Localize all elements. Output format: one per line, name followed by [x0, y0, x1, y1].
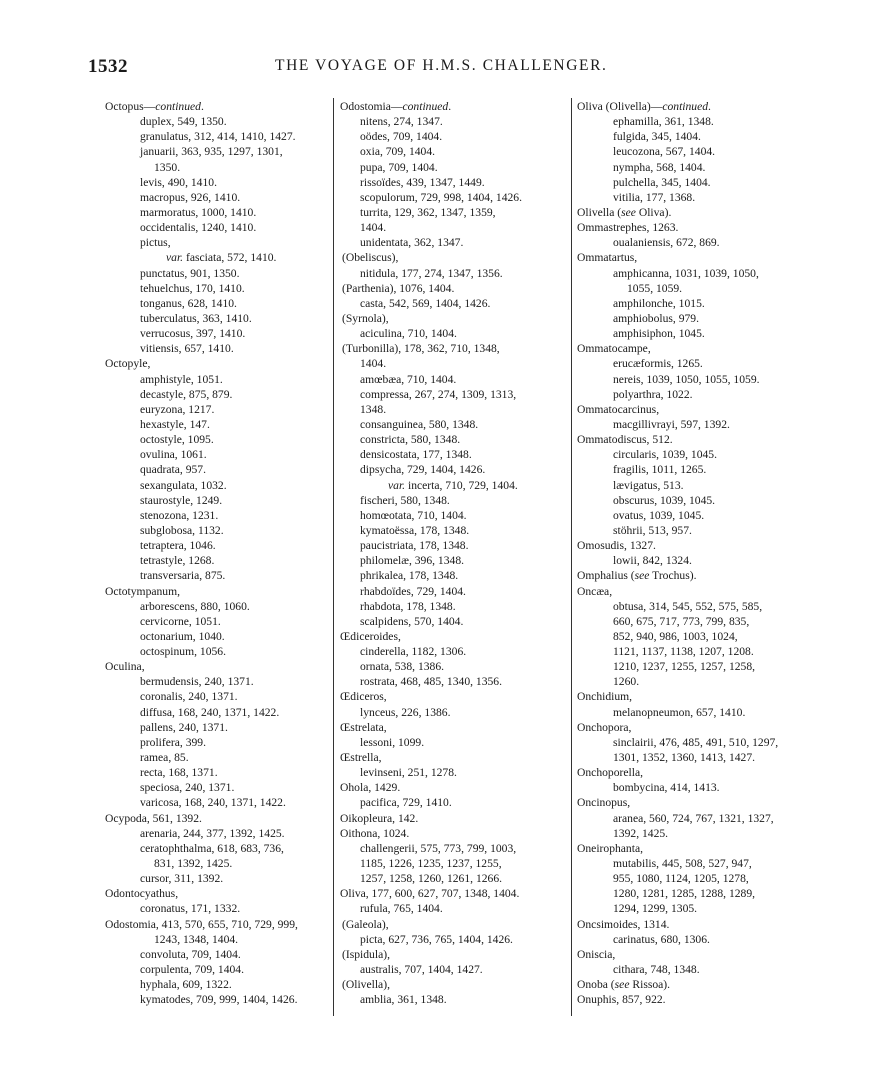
index-subentry: 831, 1392, 1425.	[154, 857, 233, 871]
index-heading-entry: Odostomia—continued.	[340, 100, 452, 113]
index-heading-entry: Onchopora,	[577, 720, 632, 734]
index-subentry: rissoïdes, 439, 1347, 1449.	[360, 175, 485, 189]
index-subentry: turrita, 129, 362, 1347, 1359,	[360, 205, 496, 219]
column-divider	[333, 98, 334, 1016]
index-heading-entry: Oithona, 1024.	[340, 826, 410, 840]
index-subentry: scopulorum, 729, 998, 1404, 1426.	[360, 190, 522, 204]
index-subentry: pulchella, 345, 1404.	[613, 175, 711, 189]
index-heading-entry: Omosudis, 1327.	[577, 539, 656, 553]
index-subentry: amphiobolus, 979.	[613, 311, 699, 325]
index-heading-entry: Octotympanum,	[105, 584, 181, 598]
index-subentry: mutabilis, 445, 508, 527, 947,	[613, 857, 752, 871]
index-heading-entry: Onuphis, 857, 922.	[577, 993, 666, 1007]
index-subentry: fragilis, 1011, 1265.	[613, 463, 707, 477]
index-subentry: australis, 707, 1404, 1427.	[360, 963, 483, 977]
index-subentry: coronalis, 240, 1371.	[140, 690, 238, 704]
index-subentry: ceratophthalma, 618, 683, 736,	[140, 841, 284, 855]
index-heading-entry: Oliva (Olivella)—continued.	[577, 100, 711, 113]
index-subentry: octonarium, 1040.	[140, 629, 225, 643]
index-subentry: consanguinea, 580, 1348.	[360, 417, 479, 431]
index-subentry: casta, 542, 569, 1404, 1426.	[360, 296, 491, 310]
index-subentry: leucozona, 567, 1404.	[613, 145, 716, 159]
index-subentry: euryzona, 1217.	[140, 402, 215, 416]
index-subentry: varicosa, 168, 240, 1371, 1422.	[140, 796, 286, 810]
index-subentry: corpulenta, 709, 1404.	[140, 963, 244, 977]
index-subentry: (Ispidula),	[342, 947, 390, 961]
index-subentry: constricta, 580, 1348.	[360, 433, 461, 447]
index-subentry: pictus,	[140, 236, 171, 250]
index-subentry: ovulina, 1061.	[140, 448, 207, 462]
index-subentry: kymatoëssa, 178, 1348.	[360, 523, 470, 537]
index-heading-entry: Omphalius (see Trochus).	[577, 569, 697, 583]
index-subentry: ramea, 85.	[140, 751, 189, 765]
index-subentry: dipsycha, 729, 1404, 1426.	[360, 463, 486, 477]
index-heading-entry: Œstrelata,	[340, 720, 387, 734]
index-heading-entry: Oikopleura, 142.	[340, 811, 419, 825]
index-subentry: fischeri, 580, 1348.	[360, 493, 450, 507]
index-subentry: 660, 675, 717, 773, 799, 835,	[613, 614, 750, 628]
index-subentry: 1210, 1237, 1255, 1257, 1258,	[613, 660, 756, 674]
index-heading-entry: Oncæa,	[577, 584, 613, 598]
index-heading-entry: Odostomia, 413, 570, 655, 710, 729, 999,	[105, 917, 298, 931]
index-subentry: levinseni, 251, 1278.	[360, 766, 457, 780]
index-subentry: punctatus, 901, 1350.	[140, 266, 240, 280]
index-subentry: melanopneumon, 657, 1410.	[613, 705, 746, 719]
index-subentry: 1404.	[360, 221, 387, 235]
index-subentry: tetraptera, 1046.	[140, 539, 216, 553]
index-subentry: densicostata, 177, 1348.	[360, 448, 472, 462]
index-subentry: 1348.	[360, 402, 387, 416]
index-heading-entry: Onchoporella,	[577, 766, 643, 780]
index-subentry: arborescens, 880, 1060.	[140, 599, 250, 613]
index-subentry: 1350.	[154, 160, 181, 174]
index-subentry: quadrata, 957.	[140, 463, 206, 477]
index-subentry: amphistyle, 1051.	[140, 372, 223, 386]
index-heading-entry: Oculina,	[105, 660, 145, 674]
index-subentry: philomelæ, 396, 1348.	[360, 554, 465, 568]
index-subentry: transversaria, 875.	[140, 569, 226, 583]
index-subentry: unidentata, 362, 1347.	[360, 236, 464, 250]
index-subentry: var. fasciata, 572, 1410.	[166, 251, 277, 265]
index-subentry: ovatus, 1039, 1045.	[613, 508, 705, 522]
index-subentry: vitilia, 177, 1368.	[613, 190, 696, 204]
index-subentry: 955, 1080, 1124, 1205, 1278,	[613, 872, 749, 886]
index-subentry: subglobosa, 1132.	[140, 523, 224, 537]
index-subentry: octospinum, 1056.	[140, 645, 226, 659]
index-subentry: (Galeola),	[342, 917, 389, 931]
index-subentry: nitidula, 177, 274, 1347, 1356.	[360, 266, 503, 280]
running-title: THE VOYAGE OF H.M.S. CHALLENGER.	[275, 57, 608, 74]
index-subentry: aciculina, 710, 1404.	[360, 327, 457, 341]
index-subentry: compressa, 267, 274, 1309, 1313,	[360, 387, 517, 401]
index-subentry: verrucosus, 397, 1410.	[140, 327, 246, 341]
index-subentry: 1185, 1226, 1235, 1237, 1255,	[360, 857, 502, 871]
index-column-1	[105, 99, 330, 1007]
index-subentry: 1260.	[613, 675, 640, 689]
index-subentry: marmoratus, 1000, 1410.	[140, 205, 257, 219]
index-subentry: scalpidens, 570, 1404.	[360, 614, 464, 628]
index-subentry: 1055, 1059.	[627, 281, 683, 295]
index-subentry: levis, 490, 1410.	[140, 175, 217, 189]
index-column-2	[340, 99, 572, 1007]
index-subentry: amphilonche, 1015.	[613, 296, 705, 310]
index-subentry: cinderella, 1182, 1306.	[360, 645, 467, 659]
index-heading-entry: Œdiceroides,	[340, 629, 401, 643]
index-subentry: amblia, 361, 1348.	[360, 993, 447, 1007]
index-subentry: lessoni, 1099.	[360, 735, 425, 749]
index-subentry: januarii, 363, 935, 1297, 1301,	[140, 145, 283, 159]
index-subentry: recta, 168, 1371.	[140, 766, 218, 780]
index-subentry: ornata, 538, 1386.	[360, 660, 445, 674]
index-subentry: lynceus, 226, 1386.	[360, 705, 451, 719]
index-subentry: staurostyle, 1249.	[140, 493, 223, 507]
index-heading-entry: Onoba (see Rissoa).	[577, 978, 671, 992]
index-heading-entry: Octopyle,	[105, 357, 151, 371]
index-heading-entry: Ocypoda, 561, 1392.	[105, 811, 202, 825]
index-subentry: lowii, 842, 1324.	[613, 554, 692, 568]
index-subentry: octostyle, 1095.	[140, 433, 214, 447]
index-subentry: tonganus, 628, 1410.	[140, 296, 237, 310]
index-subentry: homœotata, 710, 1404.	[360, 508, 467, 522]
index-subentry: circularis, 1039, 1045.	[613, 448, 717, 462]
index-subentry: sexangulata, 1032.	[140, 478, 227, 492]
index-subentry: prolifera, 399.	[140, 735, 206, 749]
index-heading-entry: Oniscia,	[577, 947, 616, 961]
index-subentry: 1257, 1258, 1260, 1261, 1266.	[360, 872, 503, 886]
index-subentry: oualaniensis, 672, 869.	[613, 236, 720, 250]
index-subentry: (Syrnola),	[342, 311, 389, 325]
index-subentry: tetrastyle, 1268.	[140, 554, 215, 568]
index-subentry: (Olivella),	[342, 978, 390, 992]
index-subentry: picta, 627, 736, 765, 1404, 1426.	[360, 932, 513, 946]
index-subentry: convoluta, 709, 1404.	[140, 947, 241, 961]
index-heading-entry: Oliva, 177, 600, 627, 707, 1348, 1404.	[340, 887, 520, 901]
index-subentry: obscurus, 1039, 1045.	[613, 493, 716, 507]
index-subentry: 1280, 1281, 1285, 1288, 1289,	[613, 887, 756, 901]
index-subentry: nympha, 568, 1404.	[613, 160, 706, 174]
index-subentry: cithara, 748, 1348.	[613, 963, 700, 977]
index-heading-entry: Ommatartus,	[577, 251, 638, 265]
index-subentry: carinatus, 680, 1306.	[613, 932, 710, 946]
index-subentry: tuberculatus, 363, 1410.	[140, 311, 252, 325]
index-subentry: lævigatus, 513.	[613, 478, 684, 492]
index-subentry: 1301, 1352, 1360, 1413, 1427.	[613, 751, 756, 765]
index-heading-entry: Octopus—continued.	[105, 100, 204, 113]
index-subentry: amœbæa, 710, 1404.	[360, 372, 457, 386]
index-subentry: diffusa, 168, 240, 1371, 1422.	[140, 705, 280, 719]
index-subentry: cervicorne, 1051.	[140, 614, 221, 628]
index-subentry: obtusa, 314, 545, 552, 575, 585,	[613, 599, 763, 613]
index-subentry: kymatodes, 709, 999, 1404, 1426.	[140, 993, 298, 1007]
index-subentry: nitens, 274, 1347.	[360, 115, 443, 129]
index-subentry: bombycina, 414, 1413.	[613, 781, 720, 795]
index-heading-entry: Odontocyathus,	[105, 887, 179, 901]
index-subentry: var. incerta, 710, 729, 1404.	[388, 478, 518, 492]
index-subentry: pupa, 709, 1404.	[360, 160, 438, 174]
index-subentry: oxia, 709, 1404.	[360, 145, 436, 159]
index-subentry: stöhrii, 513, 957.	[613, 523, 692, 537]
index-subentry: sinclairii, 476, 485, 491, 510, 1297,	[613, 735, 779, 749]
index-subentry: ephamilla, 361, 1348.	[613, 115, 714, 129]
index-subentry: 1121, 1137, 1138, 1207, 1208.	[613, 645, 754, 659]
index-heading-entry: Oneirophanta,	[577, 841, 643, 855]
index-subentry: paucistriata, 178, 1348.	[360, 539, 469, 553]
index-subentry: occidentalis, 1240, 1410.	[140, 221, 257, 235]
index-subentry: 852, 940, 986, 1003, 1024,	[613, 629, 738, 643]
index-subentry: 1392, 1425.	[613, 826, 669, 840]
index-subentry: rufula, 765, 1404.	[360, 902, 443, 916]
page-header	[0, 56, 880, 80]
index-subentry: phrikalea, 178, 1348.	[360, 569, 459, 583]
index-subentry: (Obeliscus),	[342, 251, 399, 265]
index-subentry: amphisiphon, 1045.	[613, 327, 705, 341]
index-subentry: bermudensis, 240, 1371.	[140, 675, 254, 689]
index-subentry: amphicanna, 1031, 1039, 1050,	[613, 266, 759, 280]
index-subentry: oödes, 709, 1404.	[360, 130, 443, 144]
index-subentry: macropus, 926, 1410.	[140, 190, 241, 204]
index-subentry: (Turbonilla), 178, 362, 710, 1348,	[342, 342, 500, 356]
index-subentry: hyphala, 609, 1322.	[140, 978, 232, 992]
index-subentry: tehuelchus, 170, 1410.	[140, 281, 245, 295]
index-subentry: vitiensis, 657, 1410.	[140, 342, 234, 356]
index-subentry: 1404.	[360, 357, 387, 371]
index-heading-entry: Œdiceros,	[340, 690, 387, 704]
index-subentry: erucæformis, 1265.	[613, 357, 703, 371]
index-subentry: cursor, 311, 1392.	[140, 872, 224, 886]
index-heading-entry: Ommatocarcinus,	[577, 402, 660, 416]
index-subentry: duplex, 549, 1350.	[140, 115, 227, 129]
index-heading-entry: Onchidium,	[577, 690, 633, 704]
index-subentry: aranea, 560, 724, 767, 1321, 1327,	[613, 811, 774, 825]
index-subentry: pacifica, 729, 1410.	[360, 796, 452, 810]
index-column-3	[577, 99, 827, 1007]
index-subentry: decastyle, 875, 879.	[140, 387, 233, 401]
index-subentry: rhabdota, 178, 1348.	[360, 599, 456, 613]
index-subentry: polyarthra, 1022.	[613, 387, 693, 401]
index-subentry: (Parthenia), 1076, 1404.	[342, 281, 455, 295]
index-subentry: stenozona, 1231.	[140, 508, 219, 522]
index-heading-entry: Ommatodiscus, 512.	[577, 433, 673, 447]
index-heading-entry: Oncsimoides, 1314.	[577, 917, 670, 931]
index-subentry: fulgida, 345, 1404.	[613, 130, 701, 144]
page-number: 1532	[88, 56, 128, 77]
index-subentry: macgillivrayi, 597, 1392.	[613, 417, 730, 431]
index-subentry: speciosa, 240, 1371.	[140, 781, 235, 795]
index-heading-entry: Ommatocampe,	[577, 342, 651, 356]
index-subentry: granulatus, 312, 414, 1410, 1427.	[140, 130, 296, 144]
index-heading-entry: Œstrella,	[340, 751, 382, 765]
index-subentry: rhabdoïdes, 729, 1404.	[360, 584, 466, 598]
index-heading-entry: Oncinopus,	[577, 796, 631, 810]
index-subentry: challengerii, 575, 773, 799, 1003,	[360, 841, 517, 855]
index-heading-entry: Olivella (see Oliva).	[577, 205, 672, 219]
index-heading-entry: Ommastrephes, 1263.	[577, 221, 679, 235]
index-subentry: hexastyle, 147.	[140, 417, 210, 431]
index-heading-entry: Ohola, 1429.	[340, 781, 401, 795]
index-subentry: coronatus, 171, 1332.	[140, 902, 241, 916]
index-subentry: nereis, 1039, 1050, 1055, 1059.	[613, 372, 760, 386]
index-subentry: pallens, 240, 1371.	[140, 720, 228, 734]
index-subentry: 1294, 1299, 1305.	[613, 902, 698, 916]
index-subentry: arenaria, 244, 377, 1392, 1425.	[140, 826, 285, 840]
index-subentry: 1243, 1348, 1404.	[154, 932, 239, 946]
index-subentry: rostrata, 468, 485, 1340, 1356.	[360, 675, 503, 689]
